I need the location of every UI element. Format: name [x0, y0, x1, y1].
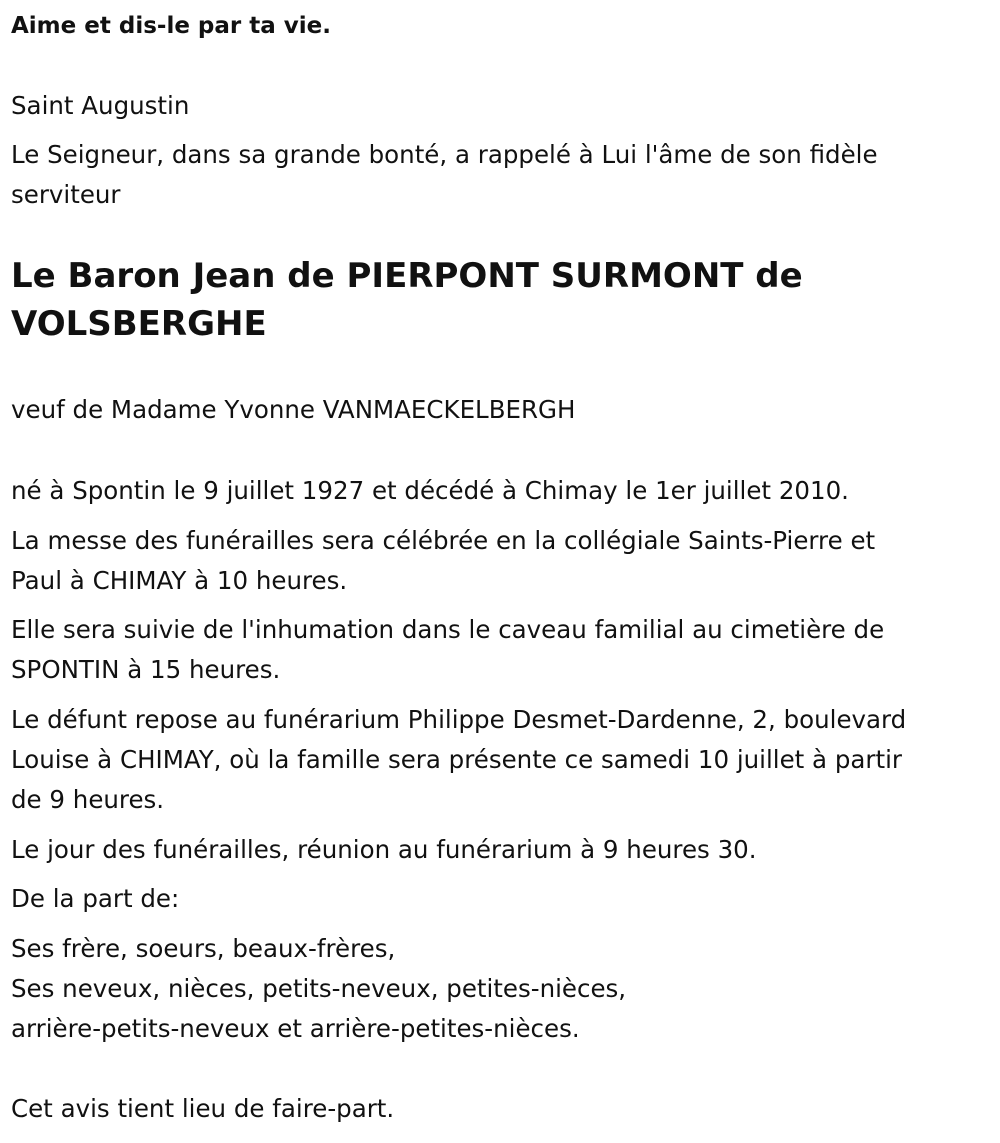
viewing-line-2: Louise à CHIMAY, où la famille sera présente ce samedi 10 juillet à partir — [11, 745, 902, 774]
family-line-3: arrière-petits-neveux et arrière-petites-nièces. — [11, 1014, 580, 1043]
burial-line-2: SPONTIN à 15 heures. — [11, 655, 281, 684]
mass-line-2: Paul à CHIMAY à 10 heures. — [11, 566, 348, 595]
viewing-line-3: de 9 heures. — [11, 785, 165, 814]
viewing-line-1: Le défunt repose au funérarium Philippe Desmet-Dardenne, 2, boulevard — [11, 705, 907, 734]
intro-line-2: serviteur — [11, 180, 121, 209]
meeting-line: Le jour des funérailles, réunion au funérarium à 9 heures 30. — [11, 835, 757, 864]
intro-line-1: Le Seigneur, dans sa grande bonté, a rappelé à Lui l'âme de son fidèle — [11, 140, 878, 169]
family-line-1: Ses frère, soeurs, beaux-frères, — [11, 934, 396, 963]
burial-line-1: Elle sera suivie de l'inhumation dans le caveau familial au cimetière de — [11, 615, 885, 644]
closing-line: Cet avis tient lieu de faire-part. — [11, 1094, 395, 1123]
epigraph: Aime et dis-le par ta vie. — [11, 13, 332, 39]
widower-line: veuf de Madame Yvonne VANMAECKELBERGH — [11, 395, 576, 424]
mass-line-1: La messe des funérailles sera célébrée en la collégiale Saints-Pierre et — [11, 526, 876, 555]
epigraph-author: Saint Augustin — [11, 91, 190, 120]
deceased-name-line-2: VOLSBERGHE — [11, 304, 267, 344]
from-label: De la part de: — [11, 884, 180, 913]
family-line-2: Ses neveux, nièces, petits-neveux, petites-nièces, — [11, 974, 627, 1003]
deceased-name-line-1: Le Baron Jean de PIERPONT SURMONT de — [11, 256, 803, 296]
birth-death-line: né à Spontin le 9 juillet 1927 et décédé à Chimay le 1er juillet 2010. — [11, 476, 849, 505]
